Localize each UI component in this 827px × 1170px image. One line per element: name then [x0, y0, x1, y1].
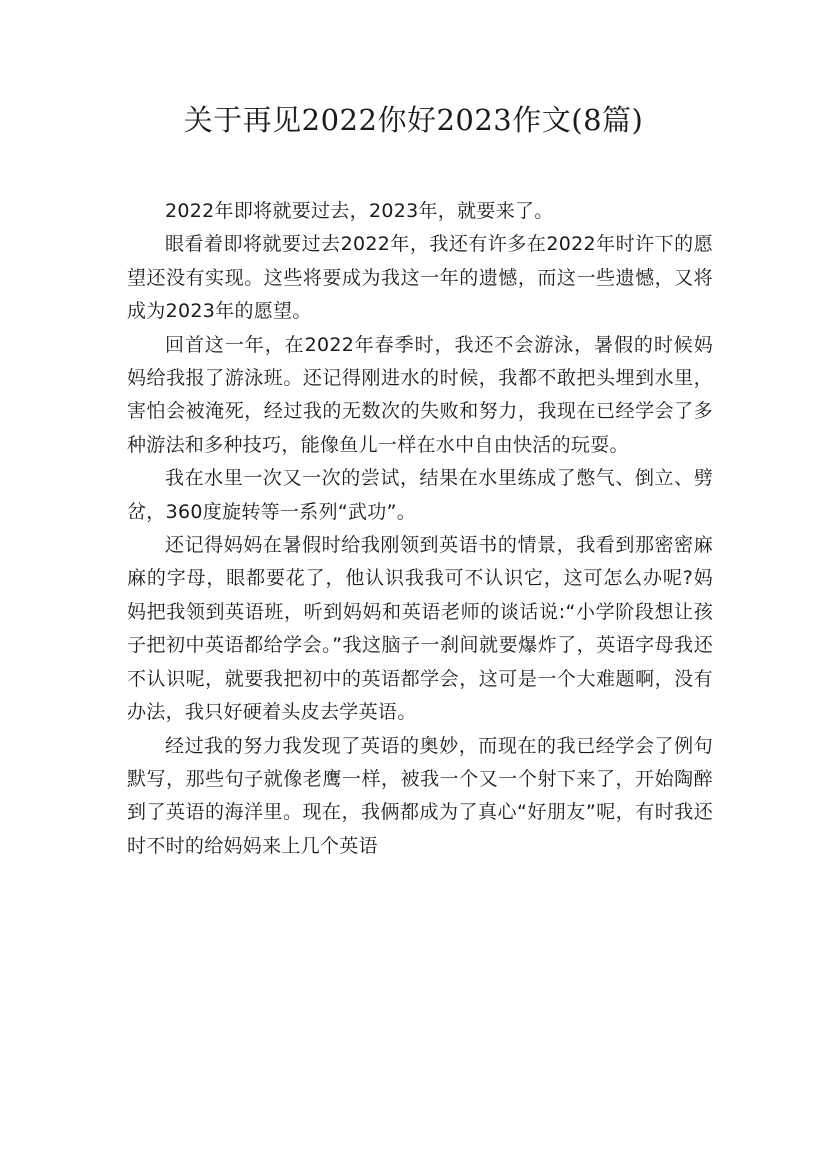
document-body [127, 195, 713, 863]
document-title: 关于再见2022你好2023作文(8篇) [183, 103, 644, 137]
paragraph: 还记得妈妈在暑假时给我刚领到英语书的情景，我看到那密密麻麻的字母，眼都要花了，他认识我我可不认识它，这可怎么办呢?妈妈把我领到英语班，听到妈妈和英语老师的谈话说:“小学阶段想让孩子把初中英语都给学会。”我这脑子一刹间就要爆炸了，英语字母我还不认识呢，就要我把初中的英语都学会，这可是一个大难题啊，没有办法，我只好硬着头皮去学英语。 [127, 534, 713, 724]
paragraph: 经过我的努力我发现了英语的奥妙，而现在的我已经学会了例句默写，那些句子就像老鹰一样，被我一个又一个射下来了，开始陶醉到了英语的海洋里。现在，我俩都成为了真心“好朋友”呢，有时我还时不时的给妈妈来上几个英语 [127, 734, 713, 857]
paragraph: 回首这一年，在2022年春季时，我还不会游泳，暑假的时候妈妈给我报了游泳班。还记得刚进水的时候，我都不敢把头埋到水里，害怕会被淹死，经过我的无数次的失败和努力，我现在已经学会了多种游法和多种技巧，能像鱼儿一样在水中自由快活的玩耍。 [127, 333, 713, 456]
paragraph: 我在水里一次又一次的尝试，结果在水里练成了憋气、倒立、劈岔，360度旋转等一系列“武功”。 [127, 467, 713, 523]
paragraph: 眼看着即将就要过去2022年，我还有许多在2022年时许下的愿望还没有实现。这些将要成为我这一年的遗憾，而这一些遗憾，又将成为2023年的愿望。 [127, 233, 713, 323]
paragraph: 2022年即将就要过去，2023年，就要来了。 [165, 200, 554, 222]
